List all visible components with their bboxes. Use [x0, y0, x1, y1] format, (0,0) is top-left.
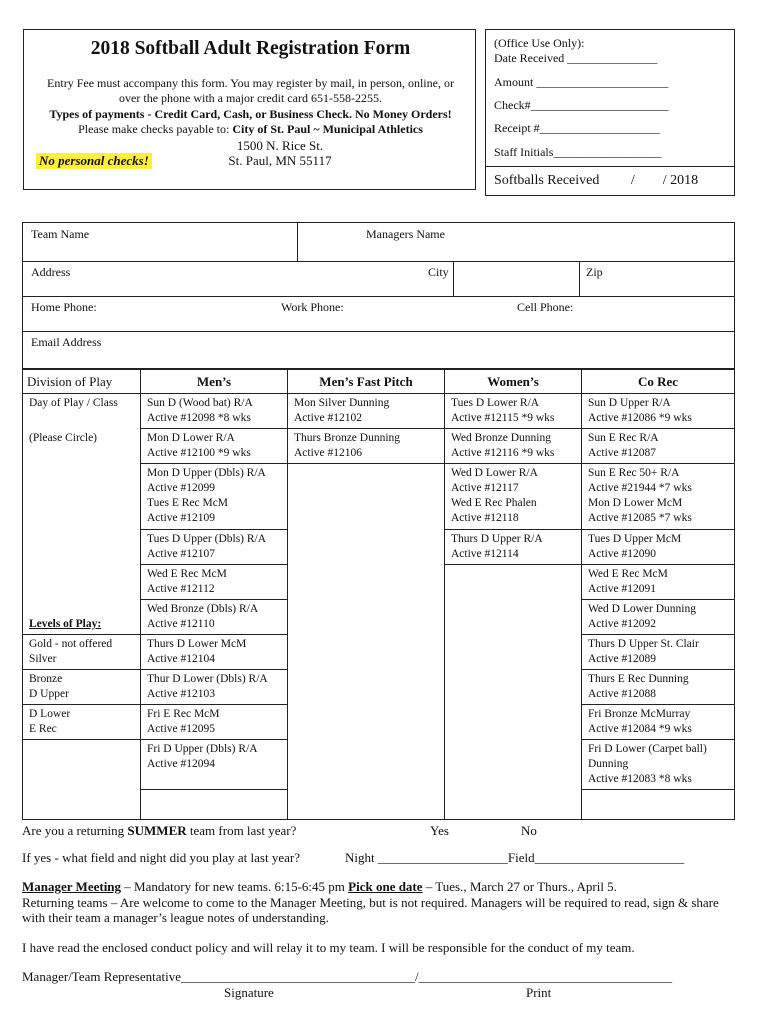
- corec-option-cell[interactable]: [582, 565, 735, 600]
- fast-pitch-option-cell-line: [294, 637, 438, 652]
- division-label-cell-line: (Please Circle): [29, 431, 98, 444]
- corec-option-cell[interactable]: [582, 530, 735, 565]
- mens-option-cell-line: Active #12112: [147, 583, 215, 595]
- corec-option-cell: [582, 790, 735, 820]
- womens-option-cell-line: Wed D Lower R/A: [451, 467, 538, 479]
- division-label-cell: [23, 429, 141, 464]
- womens-option-cell[interactable]: [445, 429, 582, 464]
- fast-pitch-option-cell-line: [294, 466, 438, 481]
- corec-option-cell-line: Active #12086 *9 wks: [588, 412, 692, 424]
- division-label-cell-line: Day of Play / Class: [29, 397, 118, 409]
- office-divider: [486, 166, 734, 167]
- mens-option-cell[interactable]: [141, 464, 288, 530]
- fast-pitch-option-cell-line: Mon Silver Dunning: [294, 397, 390, 409]
- softballs-received-field[interactable]: Softballs Received / / 2018: [494, 173, 699, 188]
- mens-option-cell-line: Active #12104: [147, 653, 216, 665]
- corec-option-cell-line: Sun E Rec R/A: [588, 432, 659, 444]
- fast-pitch-option-cell-line: [294, 707, 438, 722]
- signature-label: Signature: [224, 985, 274, 1000]
- division-row: [23, 635, 735, 670]
- corec-option-cell-line: Active #12088: [588, 688, 657, 700]
- fast-pitch-option-cell: [288, 635, 445, 670]
- womens-option-cell-line: [451, 792, 575, 807]
- mens-option-cell-line: Active #12098 *8 wks: [147, 412, 251, 424]
- header-corec: Co Rec: [582, 370, 735, 394]
- womens-option-cell-line: [451, 602, 575, 617]
- corec-option-cell-line: Dunning: [588, 758, 629, 770]
- entry-fee-line2: over the phone with a major credit card 651-558-2255.: [119, 91, 382, 105]
- signature-line[interactable]: Manager/Team Representative____________________________________/_______________________________________: [22, 969, 673, 984]
- level-of-play-line: E Rec: [29, 723, 57, 735]
- mens-option-cell-line: Thurs D Lower McM: [147, 638, 247, 650]
- check-field[interactable]: Check#_______________________: [494, 98, 669, 112]
- header-womens: Women’s: [445, 370, 582, 394]
- division-label-cell: [23, 565, 141, 600]
- corec-option-cell-line: [588, 792, 728, 807]
- field-question: If yes - what field and night did you play at last year?: [22, 850, 300, 865]
- mens-option-cell-line: Tues D Upper (Dbls) R/A: [147, 533, 267, 545]
- corec-option-cell-line: Fri D Lower (Carpet ball): [588, 743, 707, 755]
- cell-phone-field[interactable]: Cell Phone:: [517, 300, 574, 314]
- mens-option-cell[interactable]: [141, 394, 288, 429]
- print-label: Print: [526, 985, 552, 1000]
- womens-option-cell: [445, 790, 582, 820]
- header-division: Division of Play: [23, 370, 141, 394]
- fast-pitch-option-cell-line: Thurs Bronze Dunning: [294, 432, 401, 444]
- mens-option-cell-line: Fri D Upper (Dbls) R/A: [147, 743, 258, 755]
- mens-option-cell-line: Active #12103: [147, 688, 216, 700]
- womens-option-cell-line: Wed Bronze Dunning: [451, 432, 551, 444]
- corec-option-cell-line: Active #12091: [588, 583, 657, 595]
- fast-pitch-option-cell-line: [294, 567, 438, 582]
- fast-pitch-option-cell-line: [294, 532, 438, 547]
- division-row: [23, 429, 735, 464]
- womens-option-cell[interactable]: [445, 464, 582, 530]
- staff-initials-field[interactable]: Staff Initials__________________: [494, 145, 662, 159]
- womens-option-cell-line: [451, 672, 575, 687]
- division-row: [23, 740, 735, 790]
- womens-option-cell-line: Active #12115 *9 wks: [451, 412, 555, 424]
- corec-option-cell-line: Sun D Upper R/A: [588, 397, 671, 409]
- mens-option-cell[interactable]: [141, 565, 288, 600]
- payable-prefix: Please make checks payable to:: [78, 122, 233, 136]
- level-of-play-line: D Lower: [29, 708, 71, 720]
- fast-pitch-option-cell: [288, 464, 445, 530]
- womens-option-cell-line: Thurs D Upper R/A: [451, 533, 543, 545]
- email-field[interactable]: Email Address: [31, 335, 102, 349]
- payable-line: [24, 122, 477, 137]
- division-row: [23, 565, 735, 600]
- level-of-play-line: Gold - not offered: [29, 638, 113, 650]
- team-col-divider: [297, 223, 298, 261]
- returning-bold: SUMMER: [127, 823, 187, 838]
- division-row: [23, 705, 735, 740]
- division-label-cell: [23, 635, 141, 670]
- mens-option-cell-line: [147, 792, 281, 807]
- mens-option-cell-line: Thur D Lower (Dbls) R/A: [147, 673, 268, 685]
- womens-option-cell: [445, 670, 582, 705]
- division-row: [23, 530, 735, 565]
- fast-pitch-option-cell: [288, 790, 445, 820]
- page-title: 2018 Softball Adult Registration Form: [90, 38, 411, 59]
- womens-option-cell: [445, 565, 582, 600]
- division-row: [23, 394, 735, 429]
- corec-option-cell-line: Sun E Rec 50+ R/A: [588, 467, 680, 479]
- home-phone-field[interactable]: Home Phone:: [31, 300, 97, 314]
- mens-option-cell-line: Active #12110: [147, 618, 215, 630]
- zip-field[interactable]: Zip: [586, 265, 603, 279]
- corec-option-cell[interactable]: [582, 670, 735, 705]
- corec-option-cell[interactable]: [582, 740, 735, 790]
- mens-option-cell-line: Active #12107: [147, 548, 216, 560]
- mens-option-cell-line: Sun D (Wood bat) R/A: [147, 397, 253, 409]
- mens-option-cell-line: Active #12094: [147, 758, 216, 770]
- office-use-box: [485, 29, 735, 196]
- mens-option-cell-line: Active #12109: [147, 512, 216, 524]
- zip-col-divider: [579, 261, 580, 296]
- womens-option-cell[interactable]: [445, 530, 582, 565]
- division-row: [23, 790, 735, 820]
- mens-option-cell: [141, 790, 288, 820]
- womens-option-cell-line: Active #12118: [451, 512, 519, 524]
- division-label-cell: [23, 600, 141, 635]
- returning-no-option[interactable]: No: [521, 823, 537, 838]
- womens-option-cell: [445, 600, 582, 635]
- corec-option-cell-line: Wed E Rec McM: [588, 568, 668, 580]
- city-col-divider: [453, 261, 454, 296]
- row-divider-3: [23, 331, 734, 332]
- corec-option-cell-line: Active #12084 *9 wks: [588, 723, 692, 735]
- corec-option-cell-line: Active #12085 *7 wks: [588, 512, 692, 524]
- mens-option-cell-line: Tues E Rec McM: [147, 497, 229, 509]
- level-of-play-line: Bronze: [29, 673, 63, 685]
- level-of-play-line: D Upper: [29, 688, 69, 700]
- levels-of-play-title: Levels of Play:: [29, 618, 102, 630]
- managers-name-field[interactable]: Managers Name: [366, 227, 445, 241]
- corec-option-cell-line: Active #21944 *7 wks: [588, 482, 692, 494]
- meeting-text2: – Tues., March 27 or Thurs., April 5.: [422, 879, 617, 894]
- city-field[interactable]: City: [428, 265, 449, 279]
- mens-option-cell-line: Active #12099: [147, 482, 216, 494]
- mens-option-cell[interactable]: [141, 530, 288, 565]
- womens-option-cell-line: Wed E Rec Phalen: [451, 497, 537, 509]
- division-row: [23, 464, 735, 530]
- meeting-text1: – Mandatory for new teams. 6:15-6:45 pm: [121, 879, 349, 894]
- office-title: (Office Use Only):: [494, 36, 585, 50]
- division-label-cell-line: [29, 532, 134, 547]
- womens-option-cell-line: [451, 567, 575, 582]
- fast-pitch-option-cell: [288, 530, 445, 565]
- division-header-row: [23, 370, 735, 394]
- mens-option-cell[interactable]: [141, 740, 288, 790]
- fast-pitch-option-cell-line: [294, 742, 438, 757]
- mens-option-cell-line: Active #12095: [147, 723, 216, 735]
- division-label-cell-line: [29, 792, 134, 807]
- payable-to: City of St. Paul ~ Municipal Athletics: [232, 122, 423, 136]
- row-divider-2: [23, 296, 734, 297]
- no-personal-checks: No personal checks!: [36, 153, 152, 169]
- corec-option-cell-line: Mon D Lower McM: [588, 497, 683, 509]
- womens-option-cell: [445, 635, 582, 670]
- fast-pitch-option-cell-line: Active #12106: [294, 447, 363, 459]
- womens-option-cell-line: Tues D Lower R/A: [451, 397, 540, 409]
- womens-option-cell: [445, 705, 582, 740]
- meeting-label: Manager Meeting: [22, 879, 122, 894]
- team-info-box: [22, 222, 735, 369]
- corec-option-cell[interactable]: [582, 705, 735, 740]
- night-field-input[interactable]: Night ____________________Field_______________________: [345, 850, 685, 865]
- division-label-cell: [23, 740, 141, 790]
- corec-option-cell[interactable]: [582, 635, 735, 670]
- mens-option-cell-line: Fri E Rec McM: [147, 708, 220, 720]
- division-label-cell: [23, 705, 141, 740]
- mens-option-cell[interactable]: [141, 705, 288, 740]
- header-fast-pitch: Men’s Fast Pitch: [288, 370, 445, 394]
- womens-option-cell-line: Active #12117: [451, 482, 519, 494]
- returning-suffix: team from last year?: [186, 823, 297, 838]
- womens-option-cell-line: Active #12116 *9 wks: [451, 447, 555, 459]
- womens-option-cell[interactable]: [445, 394, 582, 429]
- header-mens: Men’s: [141, 370, 288, 394]
- mens-option-cell-line: Mon D Upper (Dbls) R/A: [147, 467, 266, 479]
- fast-pitch-option-cell: [288, 740, 445, 790]
- division-label-cell: [23, 790, 141, 820]
- mens-option-cell-line: Wed E Rec McM: [147, 568, 227, 580]
- team-name-field[interactable]: Team Name: [31, 227, 90, 241]
- fast-pitch-option-cell: [288, 565, 445, 600]
- division-row: [23, 600, 735, 635]
- address-line2: St. Paul, MN 55117: [228, 153, 332, 168]
- header-box: [23, 29, 476, 190]
- division-label-cell-line: [29, 567, 134, 582]
- date-received-field[interactable]: Date Received _______________: [494, 51, 658, 65]
- amount-field[interactable]: Amount ______________________: [494, 75, 669, 89]
- fast-pitch-option-cell[interactable]: [288, 394, 445, 429]
- address-field[interactable]: Address: [31, 265, 71, 279]
- payment-types: Types of payments - Credit Card, Cash, or Business Check. No Money Orders!: [49, 107, 452, 121]
- womens-option-cell-line: [451, 707, 575, 722]
- mens-option-cell[interactable]: [141, 635, 288, 670]
- fast-pitch-option-cell[interactable]: [288, 429, 445, 464]
- division-label-cell: [23, 530, 141, 565]
- womens-option-cell-line: [451, 742, 575, 757]
- division-row: [23, 670, 735, 705]
- mens-option-cell[interactable]: [141, 600, 288, 635]
- returning-teams-note: Returning teams – Are welcome to come to the Manager Meeting, but is not required. Managers will be required to read, sign & share with their team a manager’s league notes of understanding.: [22, 894, 719, 925]
- corec-option-cell-line: Thurs D Upper St. Clair: [588, 638, 699, 650]
- fast-pitch-option-cell-line: Active #12102: [294, 412, 363, 424]
- mens-option-cell[interactable]: [141, 670, 288, 705]
- fast-pitch-option-cell: [288, 600, 445, 635]
- corec-option-cell-line: Active #12087: [588, 447, 657, 459]
- division-label-cell: [23, 464, 141, 530]
- fast-pitch-option-cell: [288, 705, 445, 740]
- work-phone-field[interactable]: Work Phone:: [281, 300, 344, 314]
- corec-option-cell-line: Tues D Upper McM: [588, 533, 682, 545]
- womens-option-cell-line: [451, 637, 575, 652]
- address-line1: 1500 N. Rice St.: [236, 138, 324, 153]
- womens-option-cell-line: Active #12114: [451, 548, 519, 560]
- division-table: [22, 369, 735, 820]
- womens-option-cell: [445, 740, 582, 790]
- division-label-cell-line: [29, 742, 134, 757]
- mens-option-cell-line: Wed Bronze (Dbls) R/A: [147, 603, 259, 615]
- corec-option-cell-line: Fri Bronze McMurray: [588, 708, 691, 720]
- corec-option-cell-line: Active #12092: [588, 618, 657, 630]
- fast-pitch-option-cell-line: [294, 602, 438, 617]
- meeting-paragraph: [22, 879, 742, 926]
- row-divider-1: [23, 261, 734, 262]
- conduct-statement: I have read the enclosed conduct policy and will relay it to my team. I will be responsible for the conduct of my team.: [22, 940, 635, 955]
- receipt-field[interactable]: Receipt #____________________: [494, 121, 660, 135]
- corec-option-cell[interactable]: [582, 429, 735, 464]
- corec-option-cell-line: Active #12083 *8 wks: [588, 773, 692, 785]
- corec-option-cell-line: Thurs E Rec Dunning: [588, 673, 689, 685]
- corec-option-cell[interactable]: [582, 394, 735, 429]
- returning-prefix: Are you a returning: [22, 823, 128, 838]
- returning-yes-option[interactable]: Yes: [430, 823, 449, 838]
- division-label-cell: [23, 670, 141, 705]
- mens-option-cell-line: Mon D Lower R/A: [147, 432, 235, 444]
- returning-question: [22, 823, 296, 839]
- entry-fee-line1: Entry Fee must accompany this form. You may register by mail, in person, online, or: [47, 76, 454, 90]
- corec-option-cell-line: Active #12090: [588, 548, 657, 560]
- mens-option-cell-line: Active #12100 *9 wks: [147, 447, 251, 459]
- corec-option-cell-line: Active #12089: [588, 653, 657, 665]
- corec-option-cell[interactable]: [582, 600, 735, 635]
- corec-option-cell-line: Wed D Lower Dunning: [588, 603, 696, 615]
- pick-one-date: Pick one date: [348, 879, 423, 894]
- division-label-cell-line: [29, 466, 134, 481]
- level-of-play-line: Silver: [29, 653, 57, 665]
- mens-option-cell[interactable]: [141, 429, 288, 464]
- fast-pitch-option-cell: [288, 670, 445, 705]
- division-label-cell: [23, 394, 141, 429]
- fast-pitch-option-cell-line: [294, 672, 438, 687]
- corec-option-cell[interactable]: [582, 464, 735, 530]
- fast-pitch-option-cell-line: [294, 792, 438, 807]
